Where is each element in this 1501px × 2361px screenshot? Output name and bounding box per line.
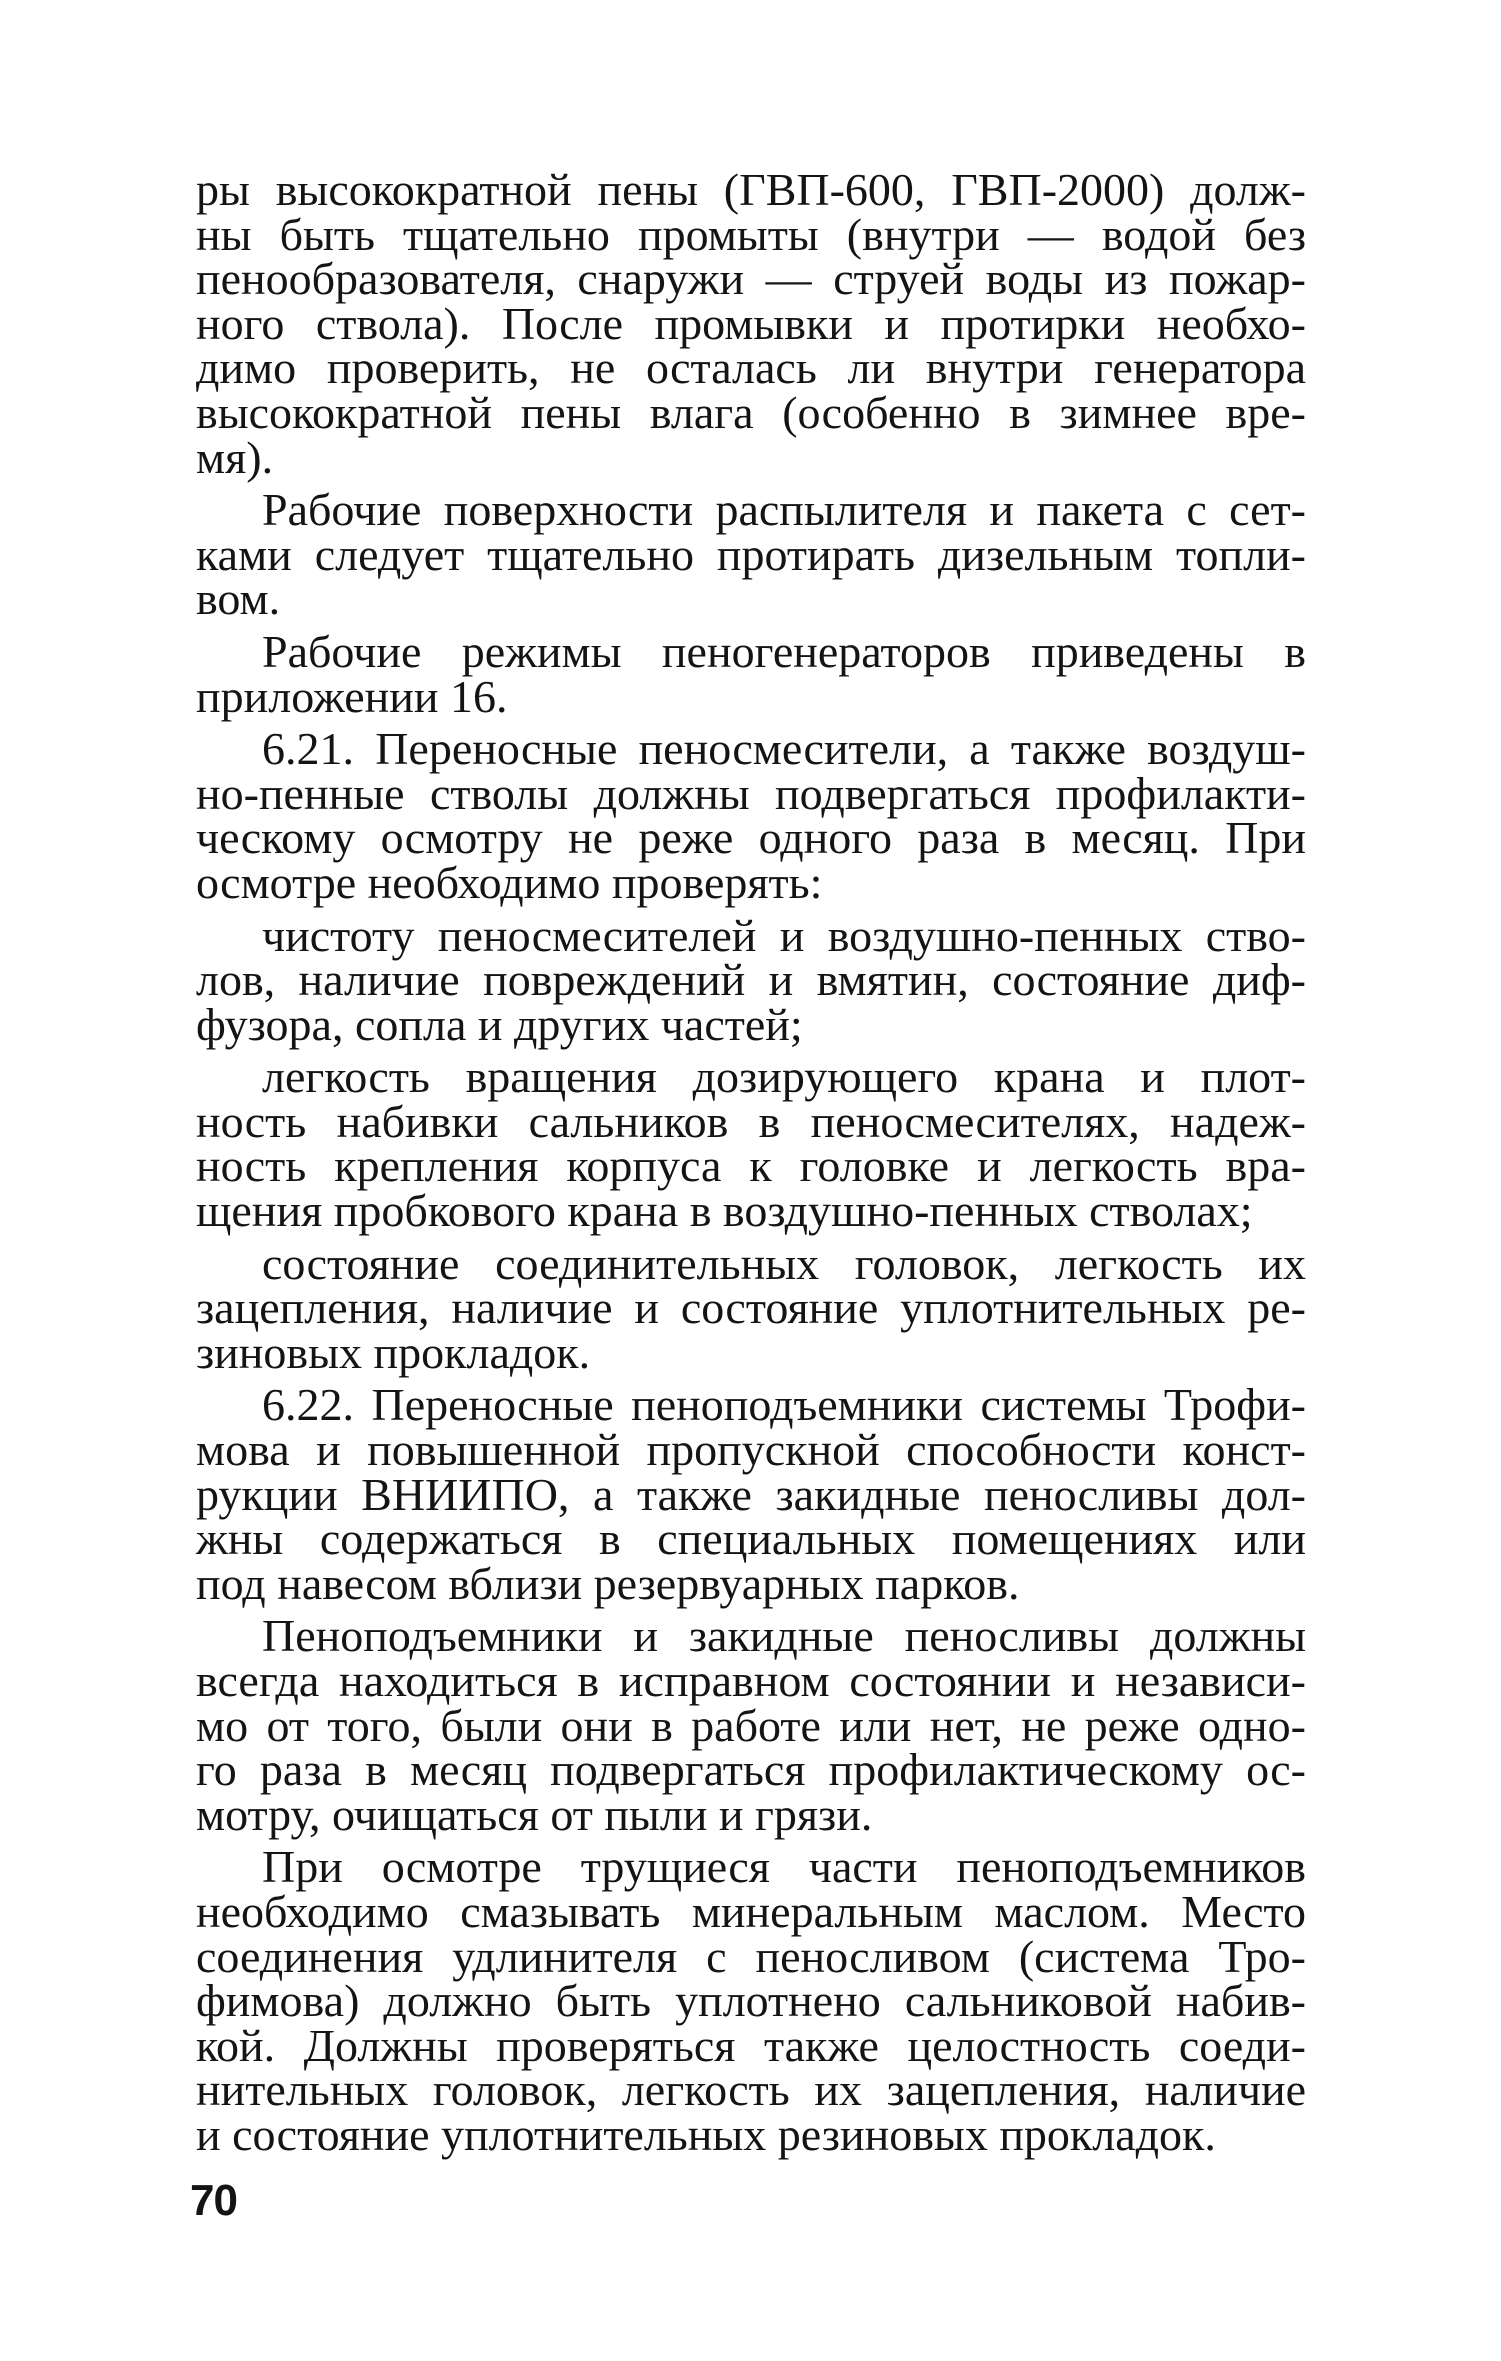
text-line: фимова) должно быть уплотнено сальниковой набив- [196, 1975, 1306, 2027]
text-line: вом. [196, 573, 281, 625]
text-line: под навесом вблизи резервуарных парков. [196, 1557, 1020, 1609]
text-line: чистоту пеносмесителей и воздушно-пенных ство- [262, 909, 1306, 961]
text-line: зиновых прокладок. [196, 1326, 591, 1378]
text-line: ность крепления корпуса к головке и легкость вра- [196, 1140, 1306, 1192]
text-line: Пеноподъемники и закидные пеносливы должны [262, 1610, 1306, 1662]
paragraph [196, 1610, 1306, 1840]
text-line: состояние соединительных головок, легкость их [262, 1237, 1306, 1289]
text-line: всегда находиться в исправном состоянии и независи- [196, 1655, 1306, 1706]
text-line: зацепления, наличие и состояние уплотнительных ре- [196, 1282, 1306, 1334]
text-line: Рабочие режимы пеногенераторов приведены в [262, 625, 1306, 677]
text-line: нительных головок, легкость их зацепления, наличие [196, 2064, 1306, 2116]
text-line: высокократной пены влага (особенно в зимнее вре- [196, 386, 1306, 438]
text-line: соединения удлинителя с пеносливом (система Тро- [196, 1930, 1306, 1982]
text-line: 6.22. Переносные пеноподъемники системы Трофи- [262, 1379, 1306, 1431]
paragraph [196, 484, 1306, 625]
text-line: Рабочие поверхности распылителя и пакета с сет- [262, 484, 1306, 536]
paragraph [196, 909, 1306, 1050]
paragraph [196, 1841, 1306, 2160]
text-line: жны содержаться в специальных помещениях или [196, 1513, 1306, 1565]
text-line: необходимо смазывать минеральным маслом. Место [196, 1885, 1306, 1937]
text-line: 6.21. Переносные пеносмесители, а также воздуш- [262, 723, 1306, 775]
text-line: го раза в месяц подвергаться профилактическому ос- [196, 1744, 1306, 1796]
text-line: При осмотре трущиеся части пеноподъемников [262, 1841, 1306, 1893]
text-line: кой. Должны проверяться также целостность соеди- [196, 2019, 1306, 2071]
text-line: димо проверить, не осталась ли внутри генератора [196, 342, 1306, 394]
text-line: фузора, сопла и других частей; [196, 998, 803, 1050]
text-line: ры высокократной пены (ГВП-600, ГВП-2000) долж- [196, 164, 1306, 215]
paragraph [196, 1237, 1306, 1378]
text-line: и состояние уплотнительных резиновых прокладок. [196, 2108, 1216, 2160]
text-line: ны быть тщательно промыты (внутри — водой без [196, 208, 1306, 260]
text-line: мо от того, были они в работе или нет, не реже одно- [196, 1699, 1306, 1751]
text-line: легкость вращения дозирующего крана и плот- [262, 1051, 1306, 1103]
text-line: осмотре необходимо проверять: [196, 856, 823, 908]
text-line: пенообразователя, снаружи — струей воды из пожар- [196, 253, 1306, 305]
paragraph [196, 625, 1306, 722]
text-line: ческому осмотру не реже одного раза в месяц. При [196, 812, 1306, 864]
page-number: 70 [190, 2176, 237, 2225]
text-line: мова и повышенной пропускной способности конст- [196, 1424, 1306, 1476]
text-line: рукции ВНИИПО, а также закидные пеносливы дол- [196, 1468, 1306, 1520]
text-line: ками следует тщательно протирать дизельным топли- [196, 528, 1306, 580]
text-line: мя). [196, 431, 274, 483]
body-text [196, 164, 1306, 2160]
text-line: лов, наличие повреждений и вмятин, состояние диф- [196, 954, 1306, 1006]
text-line: приложении 16. [196, 670, 508, 722]
paragraph [196, 1379, 1306, 1609]
paragraph [196, 1051, 1306, 1237]
text-line: мотру, очищаться от пыли и грязи. [196, 1788, 873, 1840]
text-line: щения пробкового крана в воздушно-пенных стволах; [196, 1185, 1253, 1237]
text-line: ного ствола). После промывки и протирки необхо- [196, 297, 1306, 349]
text-line: но-пенные стволы должны подвергаться профилакти- [196, 767, 1306, 819]
paragraph [196, 164, 1306, 483]
paragraph [196, 723, 1306, 908]
text-line: ность набивки сальников в пеносмесителях, надеж- [196, 1095, 1306, 1147]
